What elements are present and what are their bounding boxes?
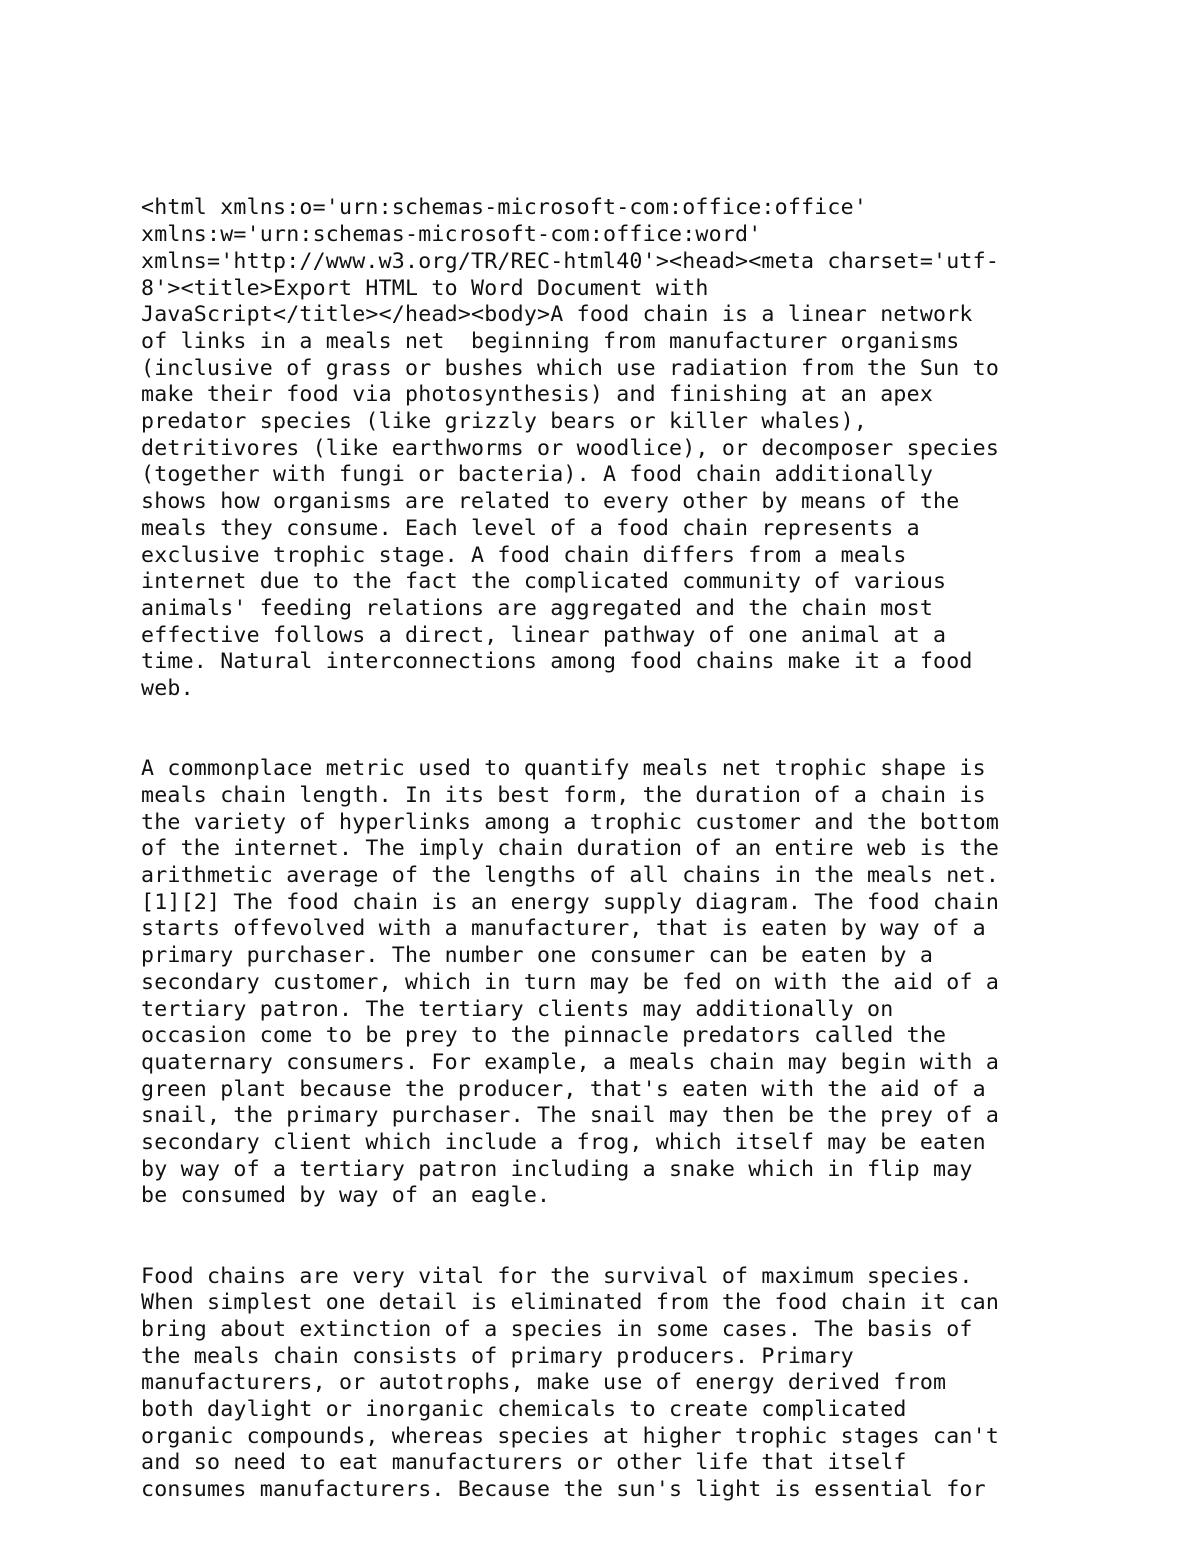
document-body bbox=[141, 142, 1081, 1557]
paragraph-2: A commonplace metric used to quantify meals net trophic shape is meals chain length. In its best form, the duration of a chain is the variety of hyperlinks among a trophic customer and the bottom of the internet. The imply chain duration of an entire web is the arithmetic average of the lengths of all chains in the meals net. [1][2] The food chain is an energy supply diagram. The food chain starts offevolved with a manufacturer, that is eaten by way of a primary purchaser. The number one consumer can be eaten by a secondary customer, which in turn may be fed on with the aid of a tertiary patron. The tertiary clients may additionally on occasion come to be prey to the pinnacle predators called the quaternary consumers. For example, a meals chain may begin with a green plant because the producer, that's eaten with the aid of a snail, the primary purchaser. The snail may then be the prey of a secondary client which include a frog, which itself may be eaten by way of a tertiary patron including a snake which in flip may be consumed by way of an eagle. bbox=[141, 756, 1000, 1209]
paragraph-1: <html xmlns:o='urn:schemas-microsoft-com:office:office' xmlns:w='urn:schemas-microsoft-com:office:word' xmlns='http://www.w3.org/TR/REC-html40'><head><meta charset='utf- 8'><title>Export HTML to Word Document with JavaScript</title></head><body>A food chain is a linear network of links in a meals net beginning from manufacturer organisms (inclusive of grass or bushes which use radiation from the Sun to make their food via photosynthesis) and finishing at an apex predator species (like grizzly bears or killer whales), detritivores (like earthworms or woodlice), or decomposer species (together with fungi or bacteria). A food chain additionally shows how organisms are related to every other by means of the meals they consume. Each level of a food chain represents a exclusive trophic stage. A food chain differs from a meals internet due to the fact the complicated community of various animals' feeding relations are aggregated and the chain most effective follows a direct, linear pathway of one animal at a time. Natural interconnections among food chains make it a food web. bbox=[141, 195, 1000, 702]
paragraph-3: Food chains are very vital for the survival of maximum species. When simplest one detail is eliminated from the food chain it can bring about extinction of a species in some cases. The basis of the meals chain consists of primary producers. Primary manufacturers, or autotrophs, make use of energy derived from both daylight or inorganic chemicals to create complicated organic compounds, whereas species at higher trophic stages can't and so need to eat manufacturers or other life that itself consumes manufacturers. Because the sun's light is essential for bbox=[141, 1263, 1000, 1503]
